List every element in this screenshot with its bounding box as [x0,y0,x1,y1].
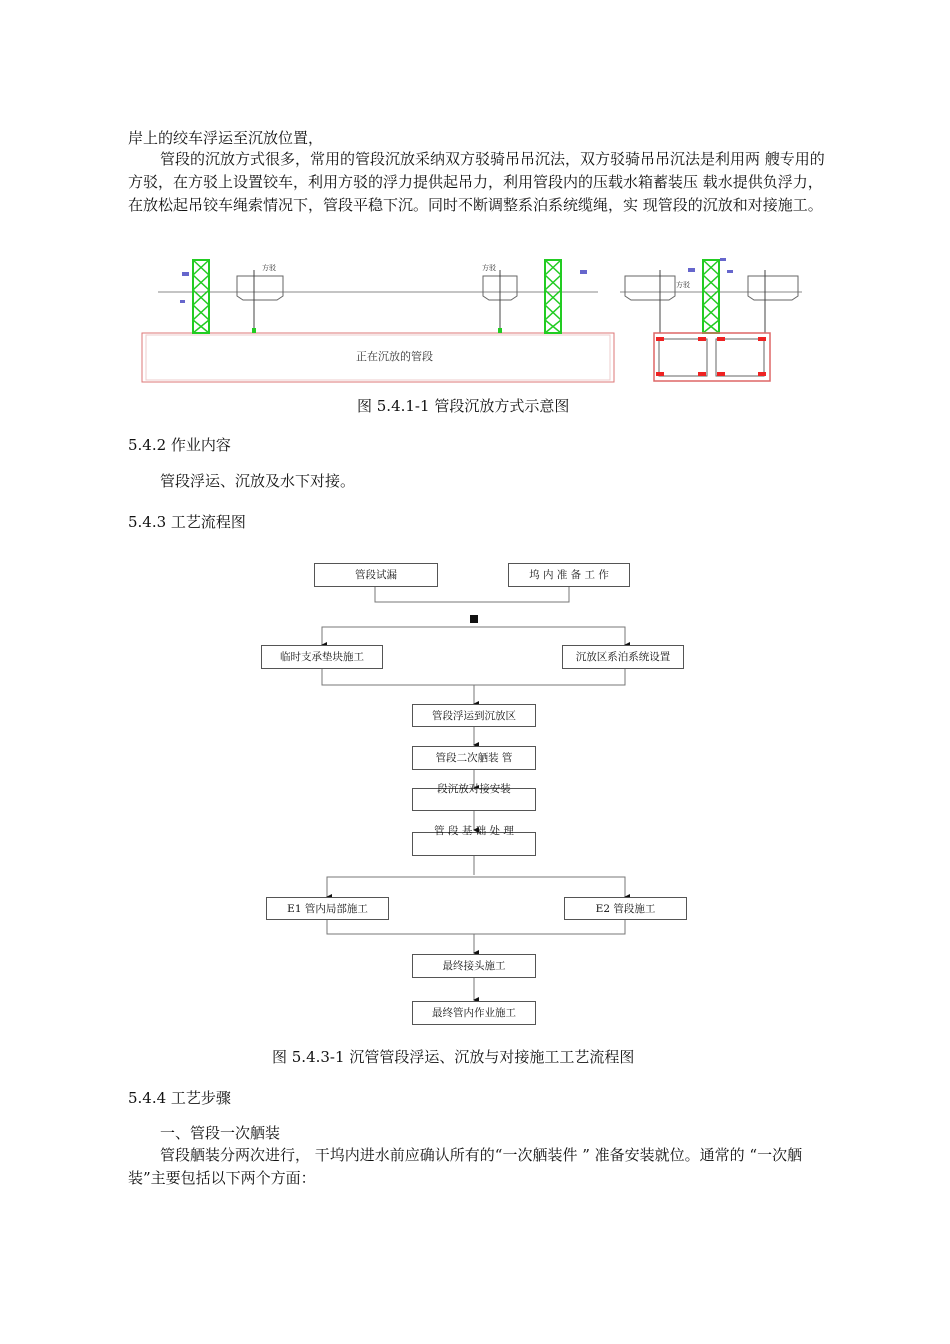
flow-box-secondary-outfitting: 管段二次舾装 管 [412,746,536,770]
flow-box-temporary-support: 临时支承垫块施工 [261,645,383,669]
subheading-primary-outfitting: 一、管段一次舾装 [160,1124,281,1142]
flow-box-float-to-site: 管段浮运到沉放区 [412,704,536,727]
figure-caption-5-4-3-1: 图 5.4.3-1 沉管管段浮运、沉放与对接施工工艺流程图 [272,1048,635,1066]
flow-box-foundation-treatment: 管 段 基 础 处 理 [412,832,536,856]
flow-box-sinking-docking: 段沉放对接安装 [412,788,536,811]
flow-box-final-joint: 最终接头施工 [412,954,536,978]
flow-box-tube-leak-test: 管段试漏 [314,563,438,587]
heading-5-4-2: 5.4.2 作业内容 [128,436,231,454]
paragraph-5-4-2: 管段浮运、沉放及水下对接。 [160,472,356,490]
heading-5-4-4: 5.4.4 工艺步骤 [128,1089,231,1107]
heading-5-4-3: 5.4.3 工艺流程图 [128,513,246,531]
tube-label: 正在沉放的管段 [356,350,433,363]
flow-box-e2-works: E2 管段施工 [564,897,687,920]
flow-box-final-interior-works: 最终管内作业施工 [412,1001,536,1025]
flow-box-dock-preparation: 坞 内 准 备 工 作 [508,563,630,587]
barge-label-3: 方驳 [676,281,690,289]
barge-label-2: 方驳 [482,264,496,272]
text-line-top: 岸上的绞车浮运至沉放位置， [128,129,324,147]
barge-label-1: 方驳 [262,264,276,272]
flow-box-e1-interior-works: E1 管内局部施工 [266,897,389,920]
paragraph-sinking-methods: 管段的沉放方式很多，常用的管段沉放采纳双方驳骑吊吊沉法，双方驳骑吊吊沉法是利用两 艘专用的方驳，在方驳上设置铰车，利用方驳的浮力提供起吊力，利用管段内的压载水箱蓄装压 载水提供负浮力，在放松起吊铰车绳索情况下，管段平稳下沉。同时不断调整系泊系统缆绳，实 现管段的沉放和对接施工。 [128,150,825,214]
flow-box-mooring-setup: 沉放区系泊系统设置 [562,645,684,669]
figure-caption-5-4-1-1: 图 5.4.1-1 管段沉放方式示意图 [357,397,570,415]
paragraph-outfitting: 管段舾装分两次进行， 干坞内进水前应确认所有的“一次舾装件 ” 准备安装就位。通常的 “一次舾装”主要包括以下两个方面： [128,1146,803,1187]
